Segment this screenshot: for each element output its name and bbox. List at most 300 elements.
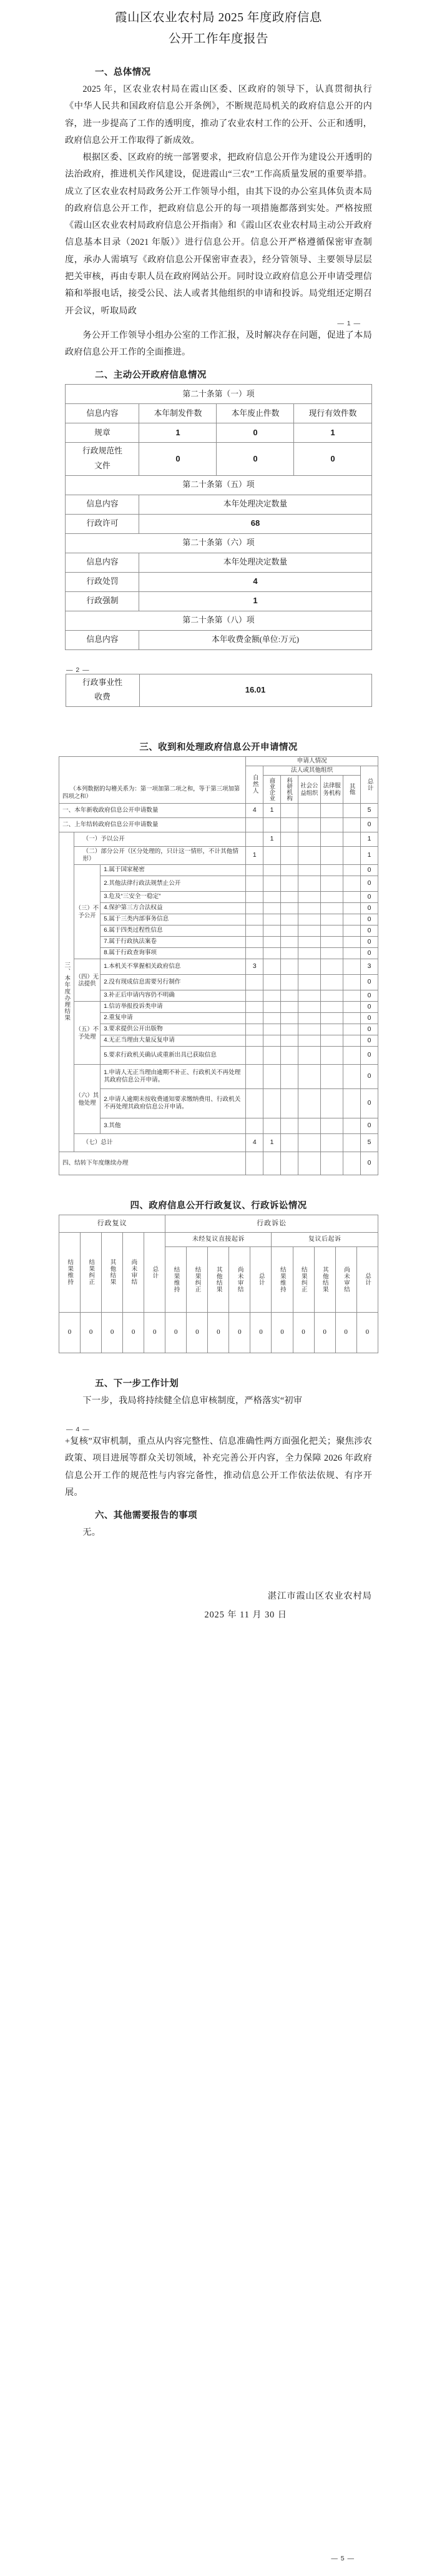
- cell-value: [280, 1024, 298, 1035]
- cell-value: [298, 1088, 320, 1118]
- cell-value: [320, 832, 343, 846]
- cell-value: 3: [361, 959, 378, 974]
- row-label-new-applications: 一、本年新收政府信息公开申请数量: [59, 803, 246, 817]
- cell-value: [320, 1064, 343, 1088]
- table-row: [59, 864, 378, 876]
- row-label-state-secret: 1.属于国家秘密: [101, 864, 246, 876]
- header-recon-pending: 尚未审结: [123, 1232, 144, 1312]
- cell-value: 5: [361, 803, 378, 817]
- cell-value: [320, 1046, 343, 1064]
- table-row: [59, 1064, 378, 1088]
- cell-value: [280, 891, 298, 902]
- cell-value: 0: [356, 1312, 378, 1353]
- cell-value: [298, 891, 320, 902]
- cell-value: [320, 947, 343, 959]
- header-after-upheld: 结果维持: [272, 1246, 293, 1312]
- cell-value: [263, 936, 281, 947]
- row-label-admin-query: 8.属于行政查询事项: [101, 947, 246, 959]
- cell-value: [263, 1035, 281, 1046]
- table-header-row: [66, 495, 371, 514]
- col-fee-amount: 本年收费金额(单位:万元): [139, 630, 371, 649]
- col-info-content: 信息内容: [66, 630, 139, 649]
- row-label-carry-to-next-year: 四、结转下年度继续办理: [59, 1152, 246, 1175]
- row-label-partially-disclosed: （二）部分公开（区分处理的，只计这一情形，不计其他情形）: [74, 846, 246, 864]
- cell-value: [298, 1152, 320, 1175]
- cell-value: 1: [294, 423, 371, 443]
- header-other: 其他: [343, 776, 361, 804]
- col-decisions-this-year: 本年处理决定数量: [139, 553, 371, 572]
- cell-value: [320, 914, 343, 925]
- cell-value: [246, 947, 263, 959]
- section-1-paragraph-2: 根据区委、区政府的统一部署要求，把政府信息公开作为建设公开透明的法治政府，推进机关作风建设，促进霞山“三农”工作高质量发展的重要举措。成立了区农业农村局政务公开工作领导小组，由其下设的办公室具体负责本局的政府信息公开工作，把政府信息公开的每一项措施都落到实处。严格按照《霞山区农业农村局政府信息公开指南》和《霞山区农业农村局主动公开政府信息基本目录（2021 年版）》进行信息公开。信息公开严格遵循保密审查制度，承办人需填写《政府信息公开保密审查表》，经分管领导、主要领导层层把关审核，再由专职人员在政府网站公开。同时设立政府信息公开申请受理信箱和举报电话，接受公民、法人或者其他组织的申请和投诉。局党组还定期召开会议，听取局政: [65, 152, 372, 316]
- cell-value: [298, 936, 320, 947]
- cell-value: [280, 1046, 298, 1064]
- table-row: [59, 959, 378, 974]
- rowgroup-not-disclosed: （三）不予公开: [74, 864, 101, 959]
- table-row: [59, 891, 378, 902]
- table-row: [66, 591, 371, 611]
- cell-value: 1: [139, 423, 217, 443]
- page-number-5: — 5 —: [331, 2555, 355, 2562]
- cell-value: 0: [59, 1312, 81, 1353]
- cell-value: [343, 1064, 361, 1088]
- cell-value: [280, 959, 298, 974]
- heading-section-2: 二、主动公开政府信息情况: [95, 370, 207, 381]
- cell-value: 0: [361, 1012, 378, 1024]
- cell-value: 1: [246, 846, 263, 864]
- cell-value: [246, 974, 263, 990]
- header-administrative-litigation: 行政诉讼: [165, 1215, 378, 1232]
- cell-value: [298, 1001, 320, 1012]
- cell-value: 0: [361, 1001, 378, 1012]
- table-row: [59, 832, 378, 846]
- cell-value: [280, 1088, 298, 1118]
- table-header-row: [66, 404, 371, 423]
- row-label-administrative-fee: [66, 674, 139, 706]
- table-row: [59, 925, 378, 936]
- cell-value: [343, 1001, 361, 1012]
- cell-value: 0: [361, 925, 378, 936]
- cell-value: [246, 1118, 263, 1133]
- table-header-row: [66, 630, 371, 649]
- cell-value: [298, 1012, 320, 1024]
- header-after-corrected: 结果纠正: [293, 1246, 314, 1312]
- cell-value: [343, 1046, 361, 1064]
- table-header-row: [59, 757, 378, 766]
- group-title-20-8: 第二十条第（八）项: [66, 611, 371, 630]
- header-natural-person: 自然人: [246, 766, 263, 804]
- table-row: [59, 1152, 378, 1175]
- table-row: [59, 846, 378, 864]
- rowgroup-unable-to-provide: （四）无法提供: [74, 959, 101, 1001]
- cell-value: [280, 1001, 298, 1012]
- row-label-internal-affairs: 5.属于三类内部事务信息: [101, 914, 246, 925]
- cell-value: [246, 1152, 263, 1175]
- row-label-regulation: 规章: [66, 423, 139, 443]
- table-row: [59, 947, 378, 959]
- header-direct-upheld: 结果维持: [165, 1246, 187, 1312]
- cell-value: [320, 1118, 343, 1133]
- section-6-paragraph-1: 无。: [82, 1527, 101, 1538]
- cell-value: [343, 990, 361, 1001]
- table-row: [59, 990, 378, 1001]
- cell-value: 0: [165, 1312, 187, 1353]
- label-line-1: 行政事业性: [82, 678, 122, 687]
- page-number-4: — 4 —: [66, 1426, 90, 1434]
- rowgroup-other-processing: （六）其他处理: [74, 1064, 101, 1133]
- cell-value: 0: [314, 1312, 335, 1353]
- cell-value: 0: [361, 1024, 378, 1035]
- cell-value: [280, 936, 298, 947]
- cell-value: [246, 832, 263, 846]
- cell-value: [263, 947, 281, 959]
- signature-block: [0, 1587, 437, 1625]
- header-total: 总计: [361, 766, 378, 804]
- heading-section-3: 三、收到和处理政府信息公开申请情况: [139, 743, 298, 753]
- col-info-content: 信息内容: [66, 495, 139, 514]
- cell-value: [246, 891, 263, 902]
- row-label-subtotal: （七）总计: [74, 1133, 246, 1152]
- cell-value: [280, 1118, 298, 1133]
- cell-value: [320, 936, 343, 947]
- header-direct-corrected: 结果纠正: [187, 1246, 208, 1312]
- table-row: [59, 1024, 378, 1035]
- cell-value: [320, 925, 343, 936]
- cell-value: 1: [361, 832, 378, 846]
- cell-value: [280, 1064, 298, 1088]
- cell-value: [320, 1088, 343, 1118]
- cell-value: 0: [81, 1312, 102, 1353]
- header-administrative-reconsideration: 行政复议: [59, 1215, 165, 1232]
- col-currently-valid: 现行有效件数: [294, 404, 371, 423]
- cell-value: [320, 974, 343, 990]
- cell-value: [263, 1118, 281, 1133]
- header-direct-litigation: 未经复议直接起诉: [165, 1232, 272, 1246]
- cell-value: [298, 846, 320, 864]
- cell-value: 4: [246, 803, 263, 817]
- cell-value: [280, 876, 298, 891]
- header-legal-service-org: 法律服务机构: [320, 776, 343, 804]
- cell-value: 0: [361, 990, 378, 1001]
- cell-value: [320, 959, 343, 974]
- cell-value: [246, 1064, 263, 1088]
- label-line-2: 文件: [94, 461, 110, 470]
- cell-value: [280, 902, 298, 914]
- cell-value: [280, 1152, 298, 1175]
- cell-value: 0: [187, 1312, 208, 1353]
- cell-value: [298, 947, 320, 959]
- table-row: [59, 914, 378, 925]
- row-label-disclosed: （一）予以公开: [74, 832, 246, 846]
- cell-value: [263, 1001, 281, 1012]
- cell-value: 1: [263, 832, 281, 846]
- cell-value: [280, 1012, 298, 1024]
- col-info-content: 信息内容: [66, 404, 139, 423]
- cell-value: 0: [361, 947, 378, 959]
- cell-value: 5: [361, 1133, 378, 1152]
- cell-value: [263, 817, 281, 832]
- cell-value: [263, 1152, 281, 1175]
- cell-value: 0: [361, 1046, 378, 1064]
- cell-value: [280, 1133, 298, 1152]
- cell-value: 4: [246, 1133, 263, 1152]
- row-label-administrative-penalty: 行政处罚: [66, 572, 139, 591]
- cell-value: [320, 990, 343, 1001]
- cell-value: 0: [250, 1312, 272, 1353]
- cell-value: [343, 902, 361, 914]
- col-abolished-this-year: 本年废止件数: [217, 404, 294, 423]
- cell-value: [343, 1024, 361, 1035]
- cell-value: [298, 832, 320, 846]
- table-row: [59, 1118, 378, 1133]
- cell-value: 0: [102, 1312, 123, 1353]
- cell-value: 0: [361, 914, 378, 925]
- table-row: [66, 385, 371, 404]
- group-title-20-5: 第二十条第（五）项: [66, 475, 371, 495]
- cell-value: [246, 1088, 263, 1118]
- table-proactive-disclosure: [65, 384, 371, 649]
- cell-value: 0: [361, 936, 378, 947]
- header-recon-upheld: 结果维持: [59, 1232, 81, 1312]
- row-label-petition-complaint: 1.信访举报投诉类申请: [101, 1001, 246, 1012]
- row-label-prohibited-by-law: 2.其他法律行政法规禁止公开: [101, 876, 246, 891]
- cell-value: [320, 1001, 343, 1012]
- table-row: [66, 475, 371, 495]
- table-row: [59, 1035, 378, 1046]
- cell-value: [343, 846, 361, 864]
- cell-value: 0: [144, 1312, 165, 1353]
- label-line-2: 收费: [94, 693, 110, 702]
- cell-value: [298, 1133, 320, 1152]
- cell-value: [320, 902, 343, 914]
- cell-value: [298, 1046, 320, 1064]
- table-reconsideration-litigation: [59, 1215, 378, 1353]
- cell-value: 0: [361, 1064, 378, 1088]
- heading-section-1: 一、总体情况: [95, 67, 151, 78]
- cell-value: [343, 1035, 361, 1046]
- row-label-needs-creation: 2.没有现成信息需要另行制作: [101, 974, 246, 990]
- table-row: [66, 533, 371, 553]
- cell-value: 0: [217, 423, 294, 443]
- table-row: [59, 902, 378, 914]
- table-row: [66, 443, 371, 475]
- document-title: [0, 0, 437, 49]
- cell-value: [246, 925, 263, 936]
- header-recon-total: 总计: [144, 1232, 165, 1312]
- cell-value: 0: [361, 1035, 378, 1046]
- row-label-unpaid-fee: 2.申请人逾期未按收费通知要求缴纳费用、行政机关不再处理其政府信息公开申请。: [101, 1088, 246, 1118]
- col-made-this-year: 本年制发件数: [139, 404, 217, 423]
- cell-value: [343, 936, 361, 947]
- cell-value: [263, 876, 281, 891]
- label-line-1: 行政规范性: [82, 447, 122, 456]
- heading-section-4: 四、政府信息公开行政复议、行政诉讼情况: [130, 1200, 307, 1211]
- cell-value: [343, 959, 361, 974]
- table-header-row: [66, 553, 371, 572]
- cell-value: [280, 864, 298, 876]
- cell-value: [298, 1035, 320, 1046]
- cell-value: [298, 959, 320, 974]
- cell-value: [343, 1118, 361, 1133]
- header-direct-other: 其他结果: [208, 1246, 229, 1312]
- rowgroup-not-processed: （五）不予处理: [74, 1001, 101, 1064]
- signature-organization: 湛江市霞山区农业农村局: [267, 1591, 372, 1602]
- cell-value: 0: [293, 1312, 314, 1353]
- cell-value: [298, 974, 320, 990]
- section-5-paragraph-1b: +复核”双审机制，重点从内容完整性、信息准确性两方面强化把关；聚焦涉农政策、项目进展等群众关切领域，补充完善公开内容，全力保障 2026 年政府信息公开工作的规范性与内容完备性，推动信息公开工作依法依规、有序开展。: [65, 1436, 372, 1498]
- cell-value: [263, 1046, 281, 1064]
- row-label-no-supplement: 1.申请人无正当理由逾期不补正、行政机关不再处理其政府信息公开申请。: [101, 1064, 246, 1088]
- row-label-third-party-rights: 4.保护第三方合法权益: [101, 902, 246, 914]
- cell-value: [263, 1088, 281, 1118]
- row-label-repeated-no-reason: 4.无正当理由大量反复申请: [101, 1035, 246, 1046]
- row-label-other: 3.其他: [101, 1118, 246, 1133]
- cell-value: [263, 1012, 281, 1024]
- header-after-total: 总计: [356, 1246, 378, 1312]
- cell-value: [320, 1024, 343, 1035]
- cell-value: [320, 876, 343, 891]
- cell-value: 68: [139, 514, 371, 533]
- table-row: [59, 817, 378, 832]
- cell-value: [246, 876, 263, 891]
- table-row: [66, 423, 371, 443]
- cell-value: 0: [217, 443, 294, 475]
- header-legal-entity: 法人或其他组织: [263, 766, 361, 776]
- cell-value: [343, 891, 361, 902]
- cell-value: [246, 902, 263, 914]
- header-post-reconsideration-litigation: 复议后起诉: [272, 1232, 378, 1246]
- cell-value: [280, 1035, 298, 1046]
- cell-value: 1: [361, 846, 378, 864]
- table-row: [59, 1001, 378, 1012]
- header-after-other: 其他结果: [314, 1246, 335, 1312]
- cell-value: [263, 925, 281, 936]
- table-header-row: [59, 1232, 378, 1246]
- cell-value: [246, 1001, 263, 1012]
- corner-note: （本列数据的勾稽关系为：第一项加第二项之和，等于第三项加第四项之和）: [59, 757, 246, 804]
- section-1-paragraph-1: 2025 年，区农业农村局在霞山区委、区政府的领导下，认真贯彻执行《中华人民共和国政府信息公开条例》，不断规范局机关的政府信息公开的内容，进一步提高了工作的透明度，推动了农业农村工作的公开、公正和透明，政府信息公开工作取得了新成效。: [65, 84, 372, 146]
- cell-value: [263, 990, 281, 1001]
- cell-value: [280, 803, 298, 817]
- cell-value: [263, 1064, 281, 1088]
- cell-value: [280, 947, 298, 959]
- cell-value: [320, 846, 343, 864]
- table-row: [59, 803, 378, 817]
- cell-value: [298, 817, 320, 832]
- table-row: [59, 1312, 378, 1353]
- row-label-duplicate-application: 2.重复申请: [101, 1012, 246, 1024]
- cell-value: [320, 1012, 343, 1024]
- title-line-1: 霞山区农业农村局 2025 年度政府信息: [115, 11, 322, 24]
- cell-value: [320, 817, 343, 832]
- cell-value: [246, 1035, 263, 1046]
- header-after-pending: 尚未审结: [335, 1246, 356, 1312]
- cell-value: [246, 817, 263, 832]
- header-research-institution: 科研机构: [280, 776, 298, 804]
- cell-value: [298, 990, 320, 1001]
- table-row: [66, 674, 371, 706]
- cell-value: 0: [361, 1118, 378, 1133]
- cell-value: [343, 974, 361, 990]
- cell-value: 0: [361, 1152, 378, 1175]
- cell-value: [263, 891, 281, 902]
- cell-value: [263, 864, 281, 876]
- cell-value: 3: [246, 959, 263, 974]
- cell-value: [298, 914, 320, 925]
- cell-value: [298, 1118, 320, 1133]
- table-proactive-disclosure-continued: [66, 674, 372, 707]
- header-recon-other: 其他结果: [102, 1232, 123, 1312]
- cell-value: [263, 902, 281, 914]
- cell-value: [343, 832, 361, 846]
- cell-value: 0: [361, 1088, 378, 1118]
- page-number-1: — 1 —: [337, 319, 361, 327]
- cell-value: 0: [123, 1312, 144, 1353]
- cell-value: [343, 947, 361, 959]
- row-label-reconfirm-info: 5.要求行政机关确认或重新出具已获取信息: [101, 1046, 246, 1064]
- cell-value: 0: [139, 443, 217, 475]
- table-row: [59, 1088, 378, 1118]
- table-public-info-applications: [59, 756, 378, 1175]
- row-label-carryover-applications: 二、上年结转政府信息公开申请数量: [59, 817, 246, 832]
- cell-value: 1: [139, 591, 371, 611]
- header-social-welfare-org: 社会公益组织: [298, 776, 320, 804]
- cell-value: 0: [361, 902, 378, 914]
- header-direct-pending: 尚未审结: [229, 1246, 250, 1312]
- row-label-still-unclear: 3.补正后申请内容仍不明确: [101, 990, 246, 1001]
- cell-value: [246, 1012, 263, 1024]
- cell-value: 0: [272, 1312, 293, 1353]
- cell-value: [320, 1152, 343, 1175]
- cell-value: 1: [263, 803, 281, 817]
- cell-value: [280, 817, 298, 832]
- cell-value: [246, 1024, 263, 1035]
- table-row: [59, 1012, 378, 1024]
- signature-date: 2025 年 11 月 30 日: [204, 1610, 287, 1621]
- cell-value: [280, 832, 298, 846]
- table-row: [66, 572, 371, 591]
- cell-value: [263, 1024, 281, 1035]
- cell-value: 0: [361, 864, 378, 876]
- cell-value: [263, 846, 281, 864]
- cell-value: 4: [139, 572, 371, 591]
- cell-value: [298, 864, 320, 876]
- cell-value: [343, 817, 361, 832]
- section-5-paragraph-1a: 下一步，我局将持续健全信息审核制度，严格落实“初审: [82, 1395, 303, 1406]
- cell-value: 0: [294, 443, 371, 475]
- cell-value: [320, 803, 343, 817]
- row-label-published-materials: 3.要求提供公开出版物: [101, 1024, 246, 1035]
- col-info-content: 信息内容: [66, 553, 139, 572]
- row-label-not-possessed: 1.本机关不掌握相关政府信息: [101, 959, 246, 974]
- cell-value: 16.01: [139, 674, 371, 706]
- group-title-20-6: 第二十条第（六）项: [66, 533, 371, 553]
- cell-value: [343, 1088, 361, 1118]
- table-row: [66, 514, 371, 533]
- cell-value: [263, 974, 281, 990]
- cell-value: [343, 1152, 361, 1175]
- cell-value: [343, 925, 361, 936]
- cell-value: [263, 914, 281, 925]
- cell-value: [343, 1133, 361, 1152]
- cell-value: [280, 846, 298, 864]
- row-label-enforcement-file: 7.属于行政执法案卷: [101, 936, 246, 947]
- heading-section-5: 五、下一步工作计划: [95, 1378, 179, 1389]
- cell-value: 0: [361, 891, 378, 902]
- cell-value: 0: [335, 1312, 356, 1353]
- cell-value: [343, 803, 361, 817]
- cell-value: [298, 925, 320, 936]
